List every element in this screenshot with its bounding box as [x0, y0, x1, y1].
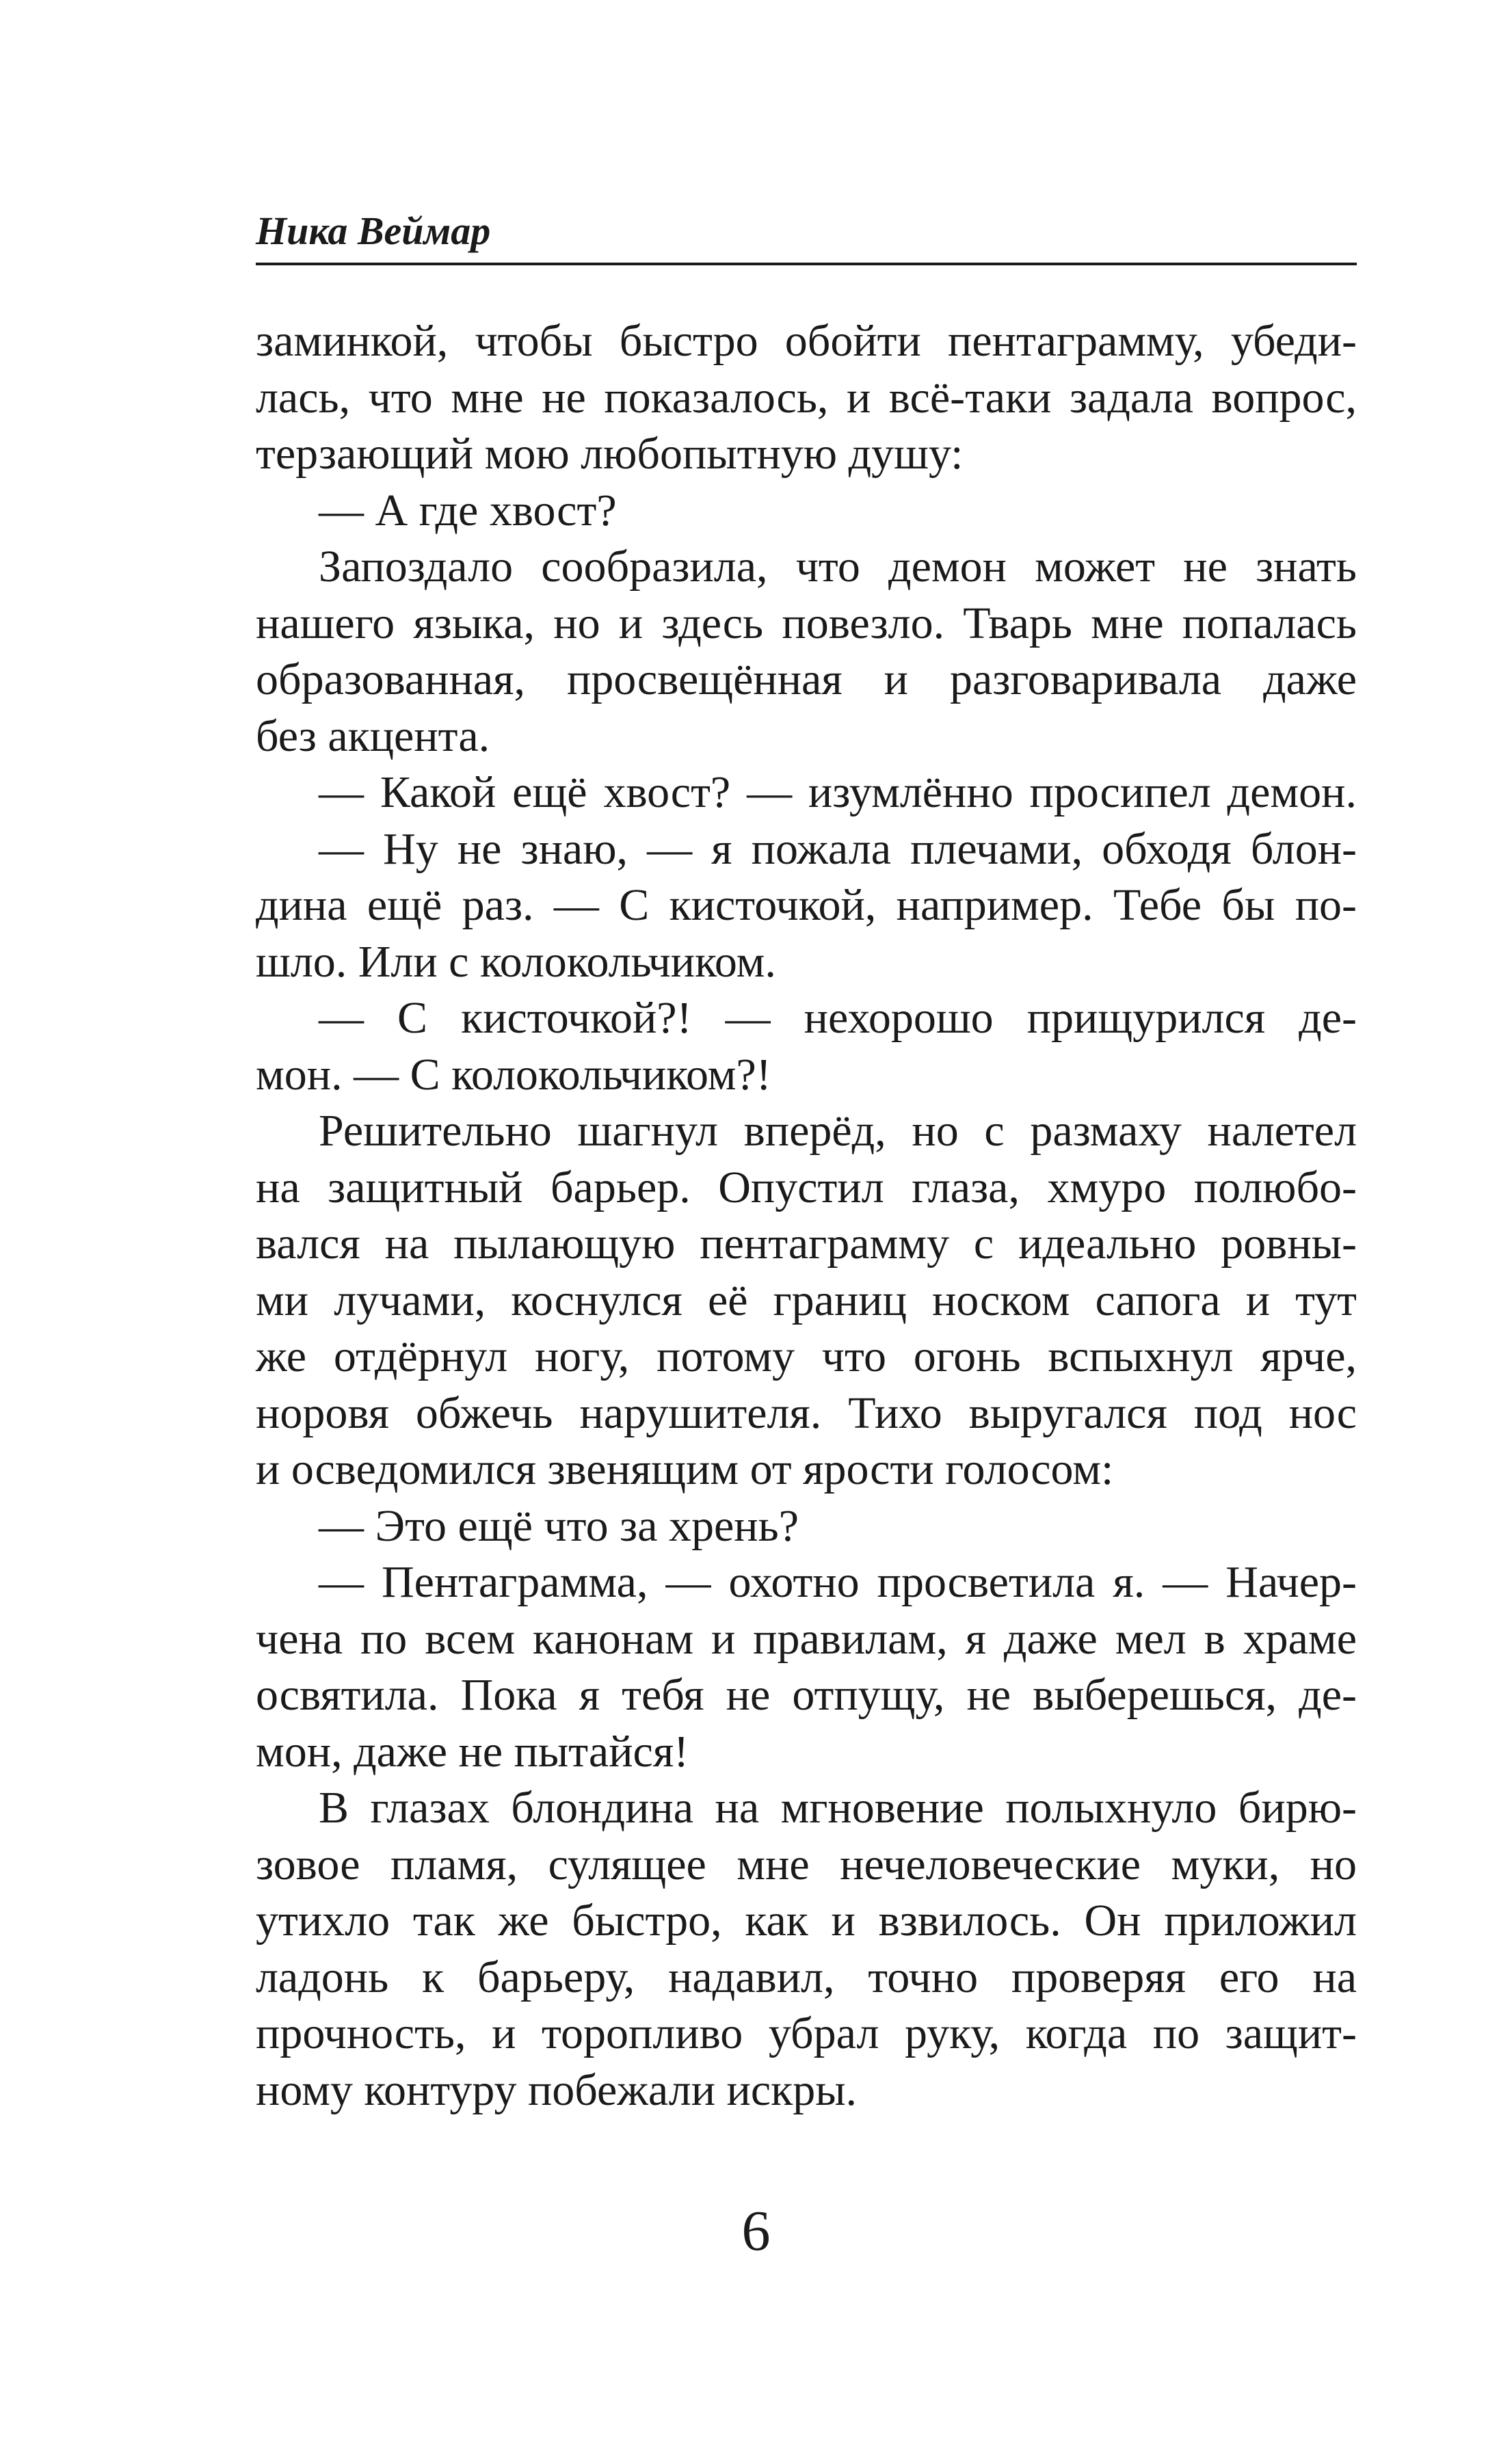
paragraph-first-line: Решительно шагнул вперёд, но с размаху налетел [319, 1106, 1357, 1156]
text-line: шло. Или с колокольчиком. [256, 936, 776, 987]
text-line: и осведомился звенящим от ярости голосом: [256, 1444, 1114, 1494]
dialogue-line: — С кисточкой?! — нехорошо прищурился де- [319, 993, 1357, 1043]
text-line: мон, даже не пытайся! [256, 1726, 689, 1777]
text-line: ладонь к барьеру, надавил, точно проверяя его на [256, 1952, 1357, 2002]
running-head [256, 204, 1357, 265]
text-line: ному контуру побежали искры. [256, 2065, 858, 2115]
text-line: без акцента. [256, 711, 490, 761]
text-line: образованная, просвещённая и разговаривала даже [256, 654, 1357, 704]
text-line: норовя обжечь нарушителя. Тихо выругался под нос [256, 1388, 1357, 1438]
dialogue-line: — Какой ещё хвост? — изумлённо просипел демон. [319, 767, 1357, 817]
text-line: освятила. Пока я тебя не отпущу, не выберешься, де- [256, 1670, 1357, 1720]
text-line: мон. — С колокольчиком?! [256, 1049, 771, 1100]
text-line: чена по всем канонам и правилам, я даже мел в храме [256, 1613, 1357, 1664]
text-line: дина ещё раз. — С кисточкой, например. Тебе бы по- [256, 880, 1357, 930]
text-line: заминкой, чтобы быстро обойти пентаграмму, убеди- [256, 316, 1357, 366]
text-line: вался на пылающую пентаграмму с идеально ровны- [256, 1219, 1357, 1269]
running-head-author: Ника Веймар [256, 209, 491, 253]
dialogue-line: — Это ещё что за хрень? [319, 1500, 799, 1551]
text-line: же отдёрнул ногу, потому что огонь вспыхнул ярче, [256, 1331, 1357, 1381]
text-line: зовое пламя, сулящее мне нечеловеческие муки, но [256, 1839, 1357, 1889]
page-number: 6 [741, 2199, 771, 2263]
text-line: утихло так же быстро, как и взвилось. Он приложил [256, 1896, 1357, 1946]
text-line: ми лучами, коснулся её границ носком сапога и тут [256, 1275, 1357, 1325]
text-line: прочность, и торопливо убрал руку, когда по защит- [256, 2008, 1357, 2058]
dialogue-line: — А где хвост? [319, 485, 617, 535]
body-text [256, 313, 1357, 2119]
text-line: на защитный барьер. Опустил глаза, хмуро полюбо- [256, 1162, 1357, 1212]
paragraph-first-line: В глазах блондина на мгновение полыхнуло бирю- [319, 1783, 1357, 1833]
dialogue-line: — Пентаграмма, — охотно просветила я. — Начер- [319, 1557, 1357, 1607]
text-line: терзающий мою любопытную душу: [256, 429, 964, 479]
text-line: лась, что мне не показалось, и всё-таки задала вопрос, [256, 372, 1357, 423]
dialogue-line: — Ну не знаю, — я пожала плечами, обходя блон- [319, 823, 1357, 874]
text-line: нашего языка, но и здесь повезло. Тварь мне попалась [256, 598, 1357, 648]
paragraph-first-line: Запоздало сообразила, что демон может не знать [319, 542, 1357, 592]
